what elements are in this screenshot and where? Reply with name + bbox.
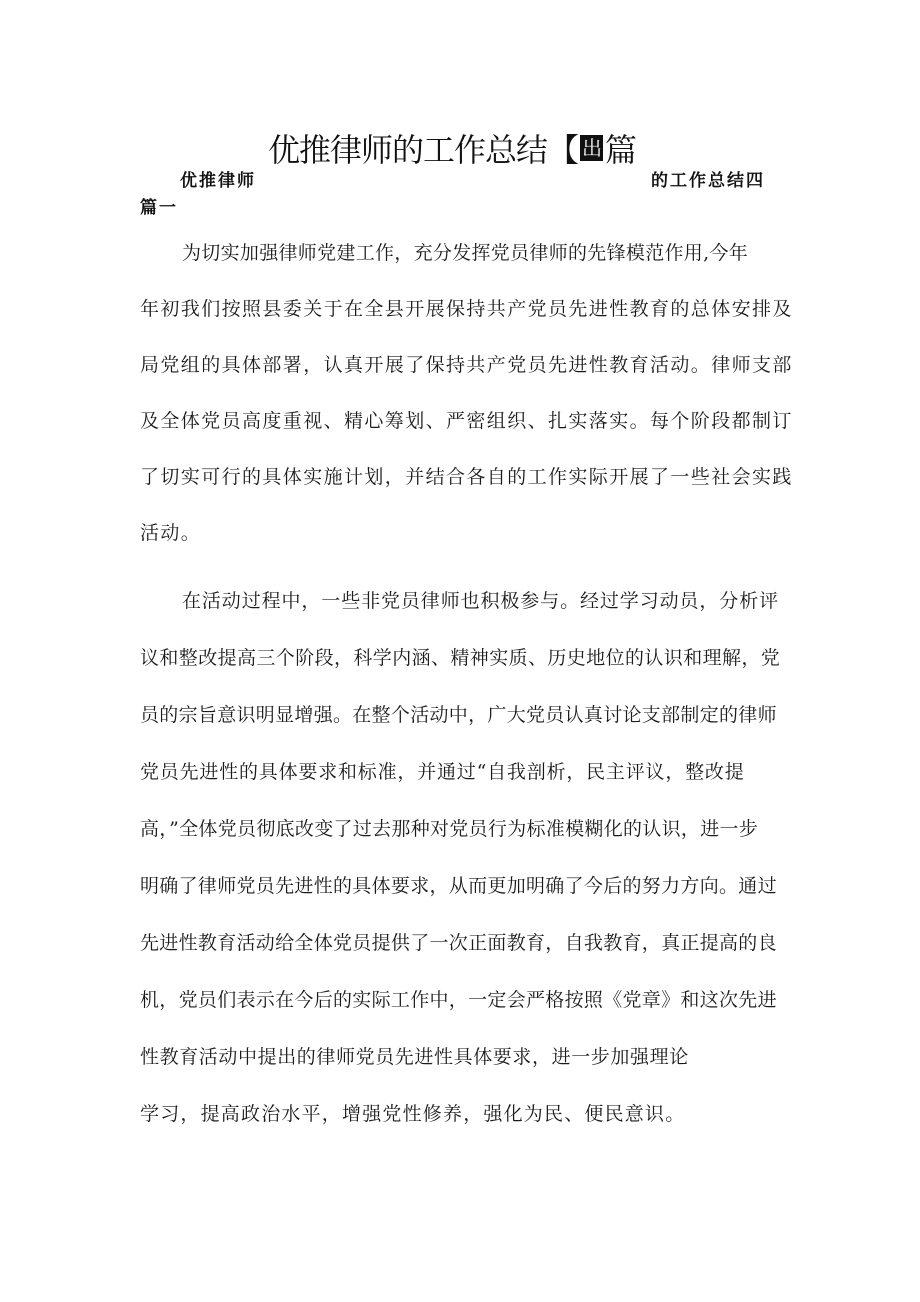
subheading-section-label: 篇一 [140,198,178,218]
paragraph-2-line: 议和整改提高三个阶段，科学内涵、精神实质、历史地位的认识和理解，党 [140,647,781,669]
paragraph-2-line: 在活动过程中，一些非党员律师也积极参与。经过学习动员，分析评 [182,590,780,612]
paragraph-1-line: 局党组的具体部署，认真开展了保持共产党员先进性教育活动。律师支部 [140,354,793,376]
paragraph-2-line: 性教育活动中提出的律师党员先进性具体要求，进一步加强理论 [140,1046,689,1068]
paragraph-2-line: 高，”全体党员彻底改变了过去那种对党员行为标准模糊化的认识，进一步 [140,818,759,840]
title-text-before: 优推律师的工作总结【 [268,131,579,169]
subheading-right: 的工作总结四 [651,171,765,191]
paragraph-2-line: 先进性教育活动给全体党员提供了一次正面教育，自我教育，真正提高的良 [140,932,777,954]
paragraph-2-line: 学习，提高政治水平，增强党性修养，强化为民、便民意识。 [140,1103,686,1125]
subheading-left: 优推律师 [180,171,256,191]
title-boxed-char: 出 [582,136,602,160]
paragraph-1-line: 了切实可行的具体实施计划，并结合各自的工作实际开展了一些社会实践 [140,466,793,488]
paragraph-1-line: 为切实加强律师党建工作，充分发挥党员律师的先锋模范作用,今年 [182,242,749,264]
paragraph-1-line: 活动。 [140,522,202,544]
paragraph-2-line: 机，党员们表示在今后的实际工作中，一定会严格按照《党章》和这次先进 [140,989,777,1011]
paragraph-2-line: 明确了律师党员先进性的具体要求，从而更加明确了今后的努力方向。通过 [140,875,777,897]
paragraph-1-line: 及全体党员高度重视、精心筹划、严密组织、扎实落实。每个阶段都制订 [140,410,793,432]
paragraph-2-line: 员的宗旨意识明显增强。在整个活动中，广大党员认真讨论支部制定的律师 [140,704,777,726]
paragraph-2-line: 党员先进性的具体要求和标准，并通过“自我剖析，民主评议，整改提 [140,761,745,783]
document-title [268,128,688,172]
paragraph-1-line: 年初我们按照县委关于在全县开展保持共产党员先进性教育的总体安排及 [140,298,793,320]
title-text-after: 篇 [605,131,637,169]
